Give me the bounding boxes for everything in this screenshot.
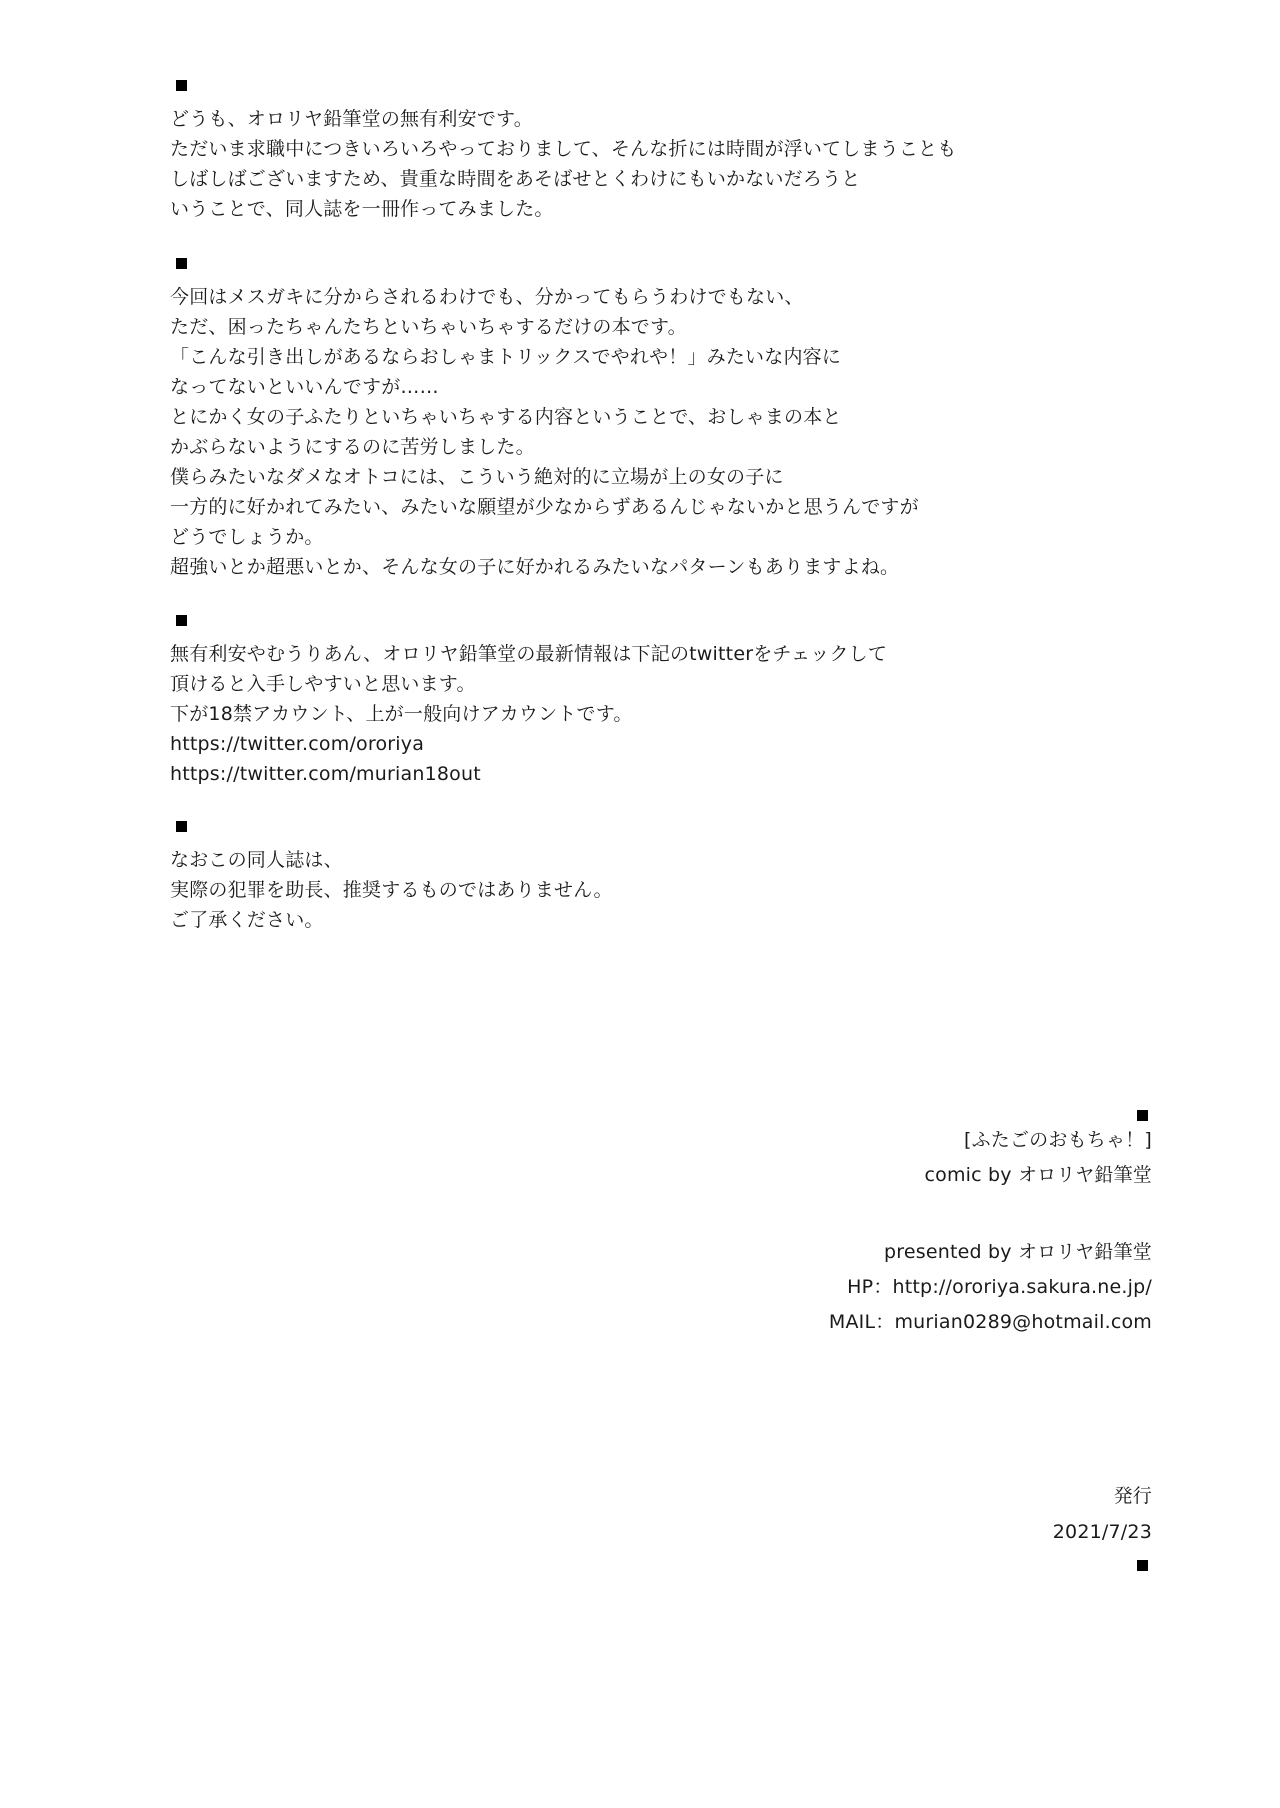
section-marker-icon — [1137, 1110, 1148, 1121]
section-marker-icon — [176, 821, 187, 832]
section-marker-icon — [176, 615, 187, 626]
text-line: 下が18禁アカウント、上が一般向けアカウントです。 — [170, 703, 633, 725]
text-line: ただいま求職中につきいろいろやっておりまして、そんな折には時間が浮いてしまうことも — [170, 138, 957, 160]
colophon-credits — [829, 1110, 1152, 1340]
text-line: なってないといいんですが…… — [170, 376, 439, 398]
text-line: ただ、困ったちゃんたちといちゃいちゃするだけの本です。 — [170, 316, 687, 338]
section-marker-icon — [1137, 1560, 1148, 1571]
afterword-section-disclaimer — [170, 821, 1070, 935]
afterword-section-content — [170, 258, 1070, 582]
afterword-section-twitter — [170, 615, 1070, 789]
text-line: とにかく女の子ふたりといちゃいちゃする内容ということで、おしゃまの本と — [170, 406, 842, 428]
book-title: [ふたごのおもちゃ！] — [963, 1129, 1152, 1151]
comic-credit: comic by オロリヤ鉛筆堂 — [924, 1164, 1152, 1186]
text-line: 今回はメスガキに分からされるわけでも、分かってもらうわけでもない、 — [170, 286, 804, 308]
text-line: 一方的に好かれてみたい、みたいな願望が少なからずあるんじゃないかと思うんですが — [170, 496, 919, 518]
afterword-section-greeting — [170, 80, 1070, 224]
text-line: 超強いとか超悪いとか、そんな女の子に好かれるみたいなパターンもありますよね。 — [170, 556, 900, 578]
contact-email: MAIL：murian0289@hotmail.com — [828, 1311, 1152, 1333]
twitter-link-general: https://twitter.com/ororiya — [170, 733, 425, 755]
issue-label: 発行 — [1113, 1485, 1152, 1507]
text-line: どうでしょうか。 — [170, 526, 324, 548]
text-line: いうことで、同人誌を一冊作ってみました。 — [170, 198, 554, 220]
text-line: 実際の犯罪を助長、推奨するものではありません。 — [170, 879, 613, 901]
twitter-link-adult: https://twitter.com/murian18out — [170, 763, 481, 785]
text-line: 「こんな引き出しがあるならおしゃまトリックスでやれや！」みたいな内容に — [170, 346, 842, 368]
text-line: なおこの同人誌は、 — [170, 849, 343, 871]
colophon-issue — [1053, 1478, 1152, 1571]
homepage-url: HP：http://ororiya.sakura.ne.jp/ — [847, 1276, 1152, 1298]
text-line: 無有利安やむうりあん、オロリヤ鉛筆堂の最新情報は下記のtwitterをチェックして — [170, 643, 888, 665]
publisher-credit: presented by オロリヤ鉛筆堂 — [884, 1241, 1152, 1263]
text-line: ご了承ください。 — [170, 909, 324, 931]
text-line: かぶらないようにするのに苦労しました。 — [170, 436, 535, 458]
text-line: しばしばございますため、貴重な時間をあそばせとくわけにもいかないだろうと — [170, 168, 861, 190]
text-line: どうも、オロリヤ鉛筆堂の無有利安です。 — [170, 108, 533, 130]
issue-date: 2021/7/23 — [1052, 1521, 1152, 1543]
text-line: 頂けると入手しやすいと思います。 — [170, 673, 476, 695]
text-line: 僕らみたいなダメなオトコには、こういう絶対的に立場が上の女の子に — [170, 466, 784, 488]
section-marker-icon — [176, 258, 187, 269]
section-marker-icon — [176, 80, 187, 91]
